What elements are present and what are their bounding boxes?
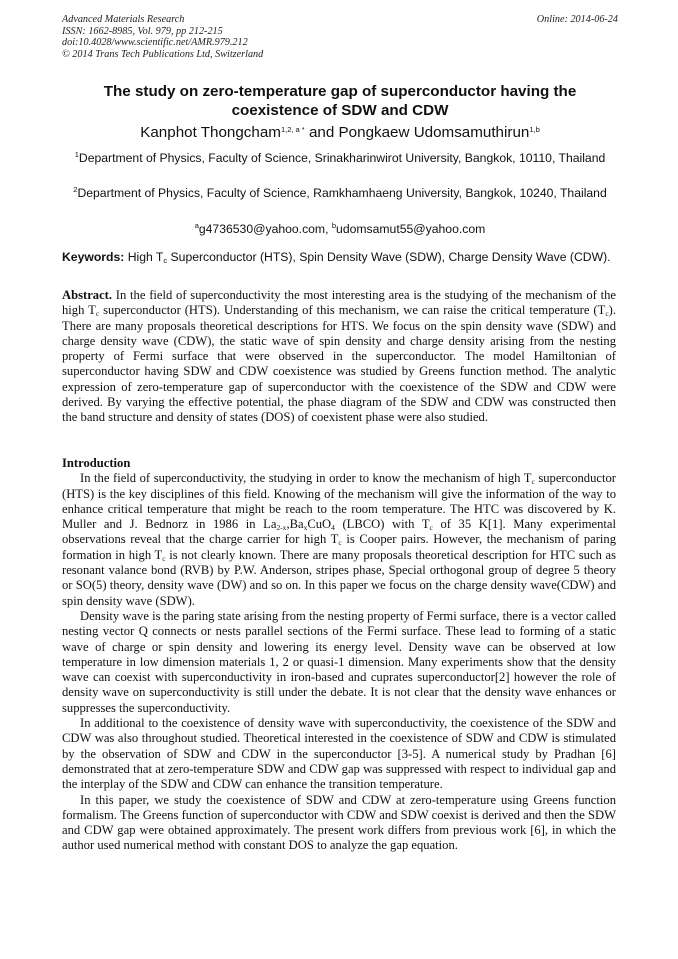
intro-p1-sub-e: c <box>429 523 433 533</box>
abstract-sub-1: c <box>95 309 100 319</box>
intro-p1-text-b: superconductor (HTS) is the key disciplines of this field. Knowing of the mechanism will give the information of the way to enhance critical temperature that might be reach to the room temperature. The HTC was discovered by K. Muller and J. Bednorz in 1986 in La <box>62 471 616 532</box>
abstract-text-2: superconductor (HTS). Understanding of this mechanism, we can raise the critical temperature (T <box>103 303 606 318</box>
email-a[interactable]: g4736530@yahoo.com, <box>198 222 329 236</box>
author-and: and <box>308 124 335 141</box>
intro-p1-text-f: of 35 K[1]. Many experimental observations reveal that the charge carrier for high T <box>62 517 616 547</box>
intro-p1-sub-f: c <box>338 538 342 548</box>
intro-paragraph-3: In additional to the coexistence of density wave with superconductivity, the coexistence of the SDW and CDW was also throughout studied. Theoretical interested in the coexistence of SDW and CDW is stimulated by the observation of SDW and CDW in the superconductor [3-5]. A numerical study by Pradhan [6] demonstrated that at zero-temperature SDW and CDW gap was suppressed with respect to individual gap and the interplay of the SDW and CDW can enhance the transition temperature. <box>62 716 616 792</box>
keywords <box>62 250 616 266</box>
title-line-1: The study on zero-temperature gap of superconductor having the <box>103 83 577 100</box>
author-2-affil: 1,b <box>529 125 540 134</box>
journal-name: Advanced Materials Research <box>62 14 185 25</box>
abstract-sub-2: c <box>605 309 609 319</box>
intro-paragraph-2: Density wave is the paring state arising from the nesting property of Fermi surface, there is a vector called nesting vector Q connects or nests parallel sections of the Fermi surface. These lead to forming of a static wave of charge or spin density and lowering its energy level. Density wave can be observed at low temperature in low dimension materials 1, 2 or quasi-1 dimension. Many experiments show that the density wave can coexist with superconductivity in iron-based and cuprates superconductor[2] however the role of density wave on superconductivity is still under the debate. It is not clear that the density wave enhances or suppresses the superconductivity. <box>62 608 616 715</box>
intro-paragraph-4: In this paper, we study the coexistence of SDW and CDW at zero-temperature using Greens function formalism. The Greens function of superconductor with CDW and SDW coexist is derived and then the SDW and CDW gap were obtained approximately. The present work differs from previous work [6], in which the author used numerical method with constant DOS to analyze the gap equation. <box>62 792 616 853</box>
intro-paragraph-1 <box>62 471 616 609</box>
email-b[interactable]: udomsamut55@yahoo.com <box>336 222 486 236</box>
abstract-label: Abstract. <box>62 288 113 302</box>
author-list <box>62 123 618 143</box>
keywords-label: Keywords: <box>62 250 125 264</box>
intro-p1-text-g: is Cooper pairs. However, the mechanism of paring formation in high T <box>62 532 616 562</box>
affiliation-1 <box>62 150 618 167</box>
introduction-heading: Introduction <box>62 456 131 470</box>
abstract-text-3: ). There are many proposals theoretical descriptions for HTS. We focus on the spin density wave (SDW) and charge density wave (CDW), the static wave of spin density and charge density arising from the nesting property of Fermi surface that were observed in the superconductor. The model Hamiltonian of superconductor having SDW and CDW coexistence was studied by Greens function method. The analytic expression of zero-temperature gap of superconductor with the coexistence of the SDW and CDW were derived. By varying the effective potential, the phase diagram of the SDW and CDW was constructed then the band structure and density of states (DOS) of coexistent phase were also studied. <box>62 303 616 425</box>
email-b-marker: b <box>331 221 337 230</box>
affiliation-2-marker: 2 <box>73 185 78 194</box>
affiliation-1-marker: 1 <box>74 150 79 159</box>
affiliation-1-text: Department of Physics, Faculty of Science, Srinakharinwirot University, Bangkok, 10110, Thailand <box>78 151 606 165</box>
intro-p1-text-e: (LBCO) with T <box>342 517 430 532</box>
abstract-text-1: In the field of superconductivity the most interesting area is the studying of the mechanism of the high T <box>62 288 616 318</box>
author-2: Pongkaew Udomsamuthirun <box>338 124 530 141</box>
intro-p1-text-a: In the field of superconductivity, the studying in order to know the mechanism of high T <box>80 471 532 486</box>
intro-p1-sub-c: x <box>303 523 308 533</box>
introduction-section <box>62 456 616 854</box>
abstract <box>62 288 616 426</box>
email-line <box>62 221 618 238</box>
keywords-text-2: Superconductor (HTS), Spin Density Wave (SDW), Charge Density Wave (CDW). <box>170 250 611 264</box>
intro-p1-sub-b: 2-x <box>276 523 287 533</box>
author-1: Kanphot Thongcham <box>140 124 281 141</box>
intro-p1-text-h: is not clearly known. There are many proposals theoretical description for HTC such as resonant valance bond (RVB) by P.W. Anderson, stripes phase, Special orthogonal group of degree 5 theory or SO(5) theory, density wave (DW) and so on. In this paper we focus on the charge density wave(CDW) and spin density wave (SDW). <box>62 547 616 608</box>
email-a-marker: a <box>194 221 199 230</box>
intro-p1-sub-d: 4 <box>331 523 335 533</box>
journal-header <box>62 14 618 60</box>
intro-p1-text-d: CuO <box>307 517 332 532</box>
copyright-line: © 2014 Trans Tech Publications Ltd, Switzerland <box>62 48 264 60</box>
intro-p1-sub-g: c <box>162 553 166 563</box>
affiliation-2-text: Department of Physics, Faculty of Science, Ramkhamhaeng University, Bangkok, 10240, Thailand <box>77 186 607 200</box>
intro-p1-sub-a: c <box>531 477 535 487</box>
doi-line: doi:10.4028/www.scientific.net/AMR.979.212 <box>62 37 248 49</box>
online-date: Online: 2014-06-24 <box>536 14 618 25</box>
keywords-sub-c: c <box>163 256 168 265</box>
author-1-affil: 1,2, a * <box>280 125 305 134</box>
affiliation-2 <box>62 185 618 202</box>
paper-title <box>62 82 618 120</box>
keywords-text-1: High T <box>127 250 164 264</box>
issn-line: ISSN: 1662-8985, Vol. 979, pp 212-215 <box>62 25 223 37</box>
title-line-2: coexistence of SDW and CDW <box>231 102 449 119</box>
intro-p1-text-c: ,Ba <box>286 517 304 532</box>
